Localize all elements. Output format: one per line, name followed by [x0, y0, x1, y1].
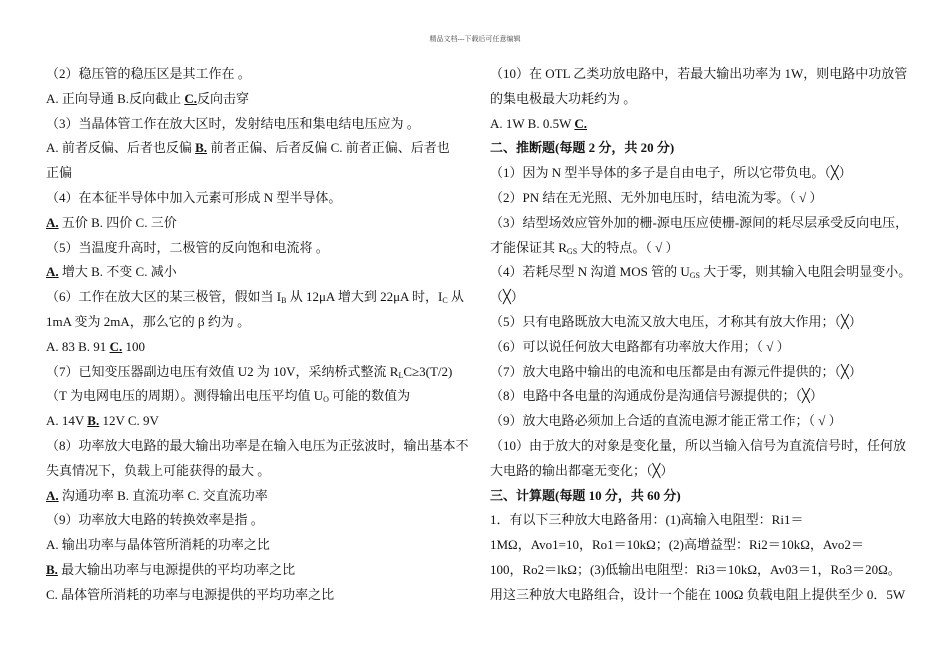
question-4-stem: （4）在本征半导体中加入元素可形成 N 型半导体。: [46, 189, 342, 205]
judgement-10: （10）由于放大的对象是变化量，所以当输入信号为直流信号时，任何放: [490, 437, 907, 453]
judgement-4-cont: （╳）: [490, 289, 524, 305]
option-text: 五价 B. 四价 C. 三价: [58, 214, 177, 230]
judgement-2: （2）PN 结在无光照、无外加电压时，结电流为零。（ √ ）: [490, 189, 823, 205]
page-header: 精品文档---下载后可任意编辑: [429, 35, 521, 43]
option-text: 增大 B. 不变 C. 减小: [58, 264, 177, 280]
judgement-4: [490, 260, 910, 285]
option-text: 12V C. 9V: [99, 413, 159, 429]
judgement-3-cont: [490, 236, 910, 261]
stem-text: 可能的数值为: [328, 388, 411, 404]
stem-text: （7）已知变压器副边电压有效值 U2 为 10V，采纳桥式整流 R: [46, 363, 399, 379]
question-5-options: [46, 260, 466, 285]
option-text: 最大输出功率与电源提供的平均功率之比: [57, 561, 296, 577]
section-3-title: 三、计算题(每题 10 分，共 60 分): [490, 487, 681, 503]
stem-text: 从: [447, 289, 464, 305]
stem-text: 大的特点。（ √ ）: [577, 239, 679, 255]
question-9-option-b: [46, 558, 466, 583]
answer-mark: B.: [46, 561, 58, 577]
question-9-option-c: C. 晶体管所消耗的功率与电源提供的平均功率之比: [46, 586, 335, 602]
judgement-5: （5）只有电路既放大电流又放大电压，才称其有放大作用；（╳）: [490, 313, 862, 329]
question-5-stem: （5）当温度升高时，二极管的反向饱和电流将 。: [46, 239, 329, 255]
option-text: A. 前者反偏、后者也反偏: [46, 140, 196, 156]
calc-1-line-1: 1．有以下三种放大电路备用：(1)高输入电阻型：Ri1＝: [490, 512, 804, 528]
question-10-stem-cont: 的集电极最大功耗约为 。: [490, 90, 637, 106]
answer-mark: A.: [46, 264, 59, 280]
calc-1-line-2: 1MΩ，Avo1=10，Ro1＝10kΩ；(2)高增益型：Ri2＝10kΩ，Avo2＝: [490, 537, 864, 553]
question-8-options: [46, 484, 466, 509]
option-text: A. 83 B. 91: [46, 338, 110, 354]
judgement-7: （7）放大电路中输出的电流和电压都是由有源元件提供的；（╳）: [490, 363, 862, 379]
stem-text: 大于零，则其输入电阻会明显变小。: [699, 264, 912, 280]
subscript: B: [281, 296, 287, 306]
question-9-option-a: A. 输出功率与晶体管所消耗的功率之比: [46, 537, 270, 553]
stem-text: （6）工作在放大区的某三极管，假如当 I: [46, 289, 282, 305]
stem-text: 才能保证其 R: [490, 239, 567, 255]
judgement-8: （8）电路中各电量的沟通成份是沟通信号源提供的；（╳）: [490, 388, 823, 404]
option-text: 反向击穿: [196, 90, 249, 106]
question-3-options: [46, 136, 466, 161]
answer-mark: C.: [109, 338, 123, 354]
subscript: L: [398, 370, 404, 380]
question-6-stem: [46, 285, 466, 310]
stem-text: （4）若耗尽型 N 沟道 MOS 管的 U: [490, 264, 690, 280]
question-8-stem: （8）功率放大电路的最大输出功率是在输入电压为正弦波时，输出基本不: [46, 437, 469, 453]
judgement-1: （1）因为 N 型半导体的多子是自由电子，所以它带负电。（╳）: [490, 165, 852, 181]
answer-mark: A.: [46, 487, 59, 503]
question-10-options: [490, 112, 910, 137]
option-text: A. 正向导通 B.反向截止: [46, 90, 185, 106]
question-4-options: [46, 211, 466, 236]
option-text: A. 14V: [46, 413, 88, 429]
right-column: [490, 62, 910, 608]
calc-1-line-3: 100，Ro2＝lkΩ；(3)低输出电阻型：Ri3＝10kΩ，Av03＝1，Ro3＝20Ω。: [490, 561, 901, 577]
answer-mark: A.: [46, 214, 59, 230]
question-3-stem: （3）当晶体管工作在放大区时，发射结电压和集电结电压应为 。: [46, 115, 420, 131]
question-10-stem: （10）在 OTL 乙类功放电路中，若最大输出功率为 1W，则电路中功放管: [490, 66, 908, 81]
subscript: GS: [689, 271, 700, 281]
judgement-6: （6）可以说任何放大电路都有功率放大作用；（ √ ）: [490, 338, 790, 354]
judgement-3: （3）结型场效应管外加的栅-源电压应使栅-源间的耗尽层承受反向电压，: [490, 214, 909, 230]
option-text: 沟通功率 B. 直流功率 C. 交直流功率: [58, 487, 268, 503]
stem-text: （T 为电网电压的周期）。测得输出电压平均值 U: [46, 388, 324, 404]
question-2-stem: （2）稳压管的稳压区是其工作在 。: [46, 66, 251, 81]
judgement-9: （9）放大电路必须加上合适的直流电源才能正常工作；（ √ ）: [490, 413, 842, 429]
option-text: 100: [122, 338, 145, 354]
calc-1-line-4: 用这三种放大电路组合，设计一个能在 100Ω 负载电阻上提供至少 0．5W: [490, 586, 906, 602]
question-7-stem-cont: [46, 384, 466, 409]
subscript: GS: [566, 246, 578, 256]
stem-text: C≥3(T/2): [403, 363, 453, 379]
section-2-title: 二、推断题(每题 2 分，共 20 分): [490, 140, 675, 156]
judgement-10-cont: 大电路的输出都毫无变化；（╳）: [490, 462, 674, 478]
question-8-stem-cont: 失真情况下，负载上可能获得的最大 。: [46, 462, 271, 478]
question-9-stem: （9）功率放大电路的转换效率是指 。: [46, 512, 264, 528]
option-text: A. 1W B. 0.5W: [490, 115, 575, 131]
left-column: [46, 62, 469, 608]
answer-mark: C.: [574, 115, 588, 131]
question-2-options: [46, 87, 466, 112]
answer-mark: B.: [87, 413, 100, 429]
subscript: O: [323, 395, 329, 405]
subscript: C: [442, 296, 448, 306]
question-7-options: [46, 409, 466, 434]
question-7-stem: [46, 360, 466, 385]
stem-text: 从 12μA 增大到 22μA 时，I: [286, 289, 443, 305]
option-text: 前者正偏、后者反偏 C. 前者正偏、后者也: [207, 140, 450, 156]
question-3-options-cont: 正偏: [46, 165, 73, 181]
answer-mark: C.: [184, 90, 197, 106]
question-6-stem-cont: 1mA 变为 2mA，那么它的 β 约为 。: [46, 313, 251, 329]
question-6-options: [46, 335, 466, 360]
answer-mark: B.: [195, 140, 208, 156]
